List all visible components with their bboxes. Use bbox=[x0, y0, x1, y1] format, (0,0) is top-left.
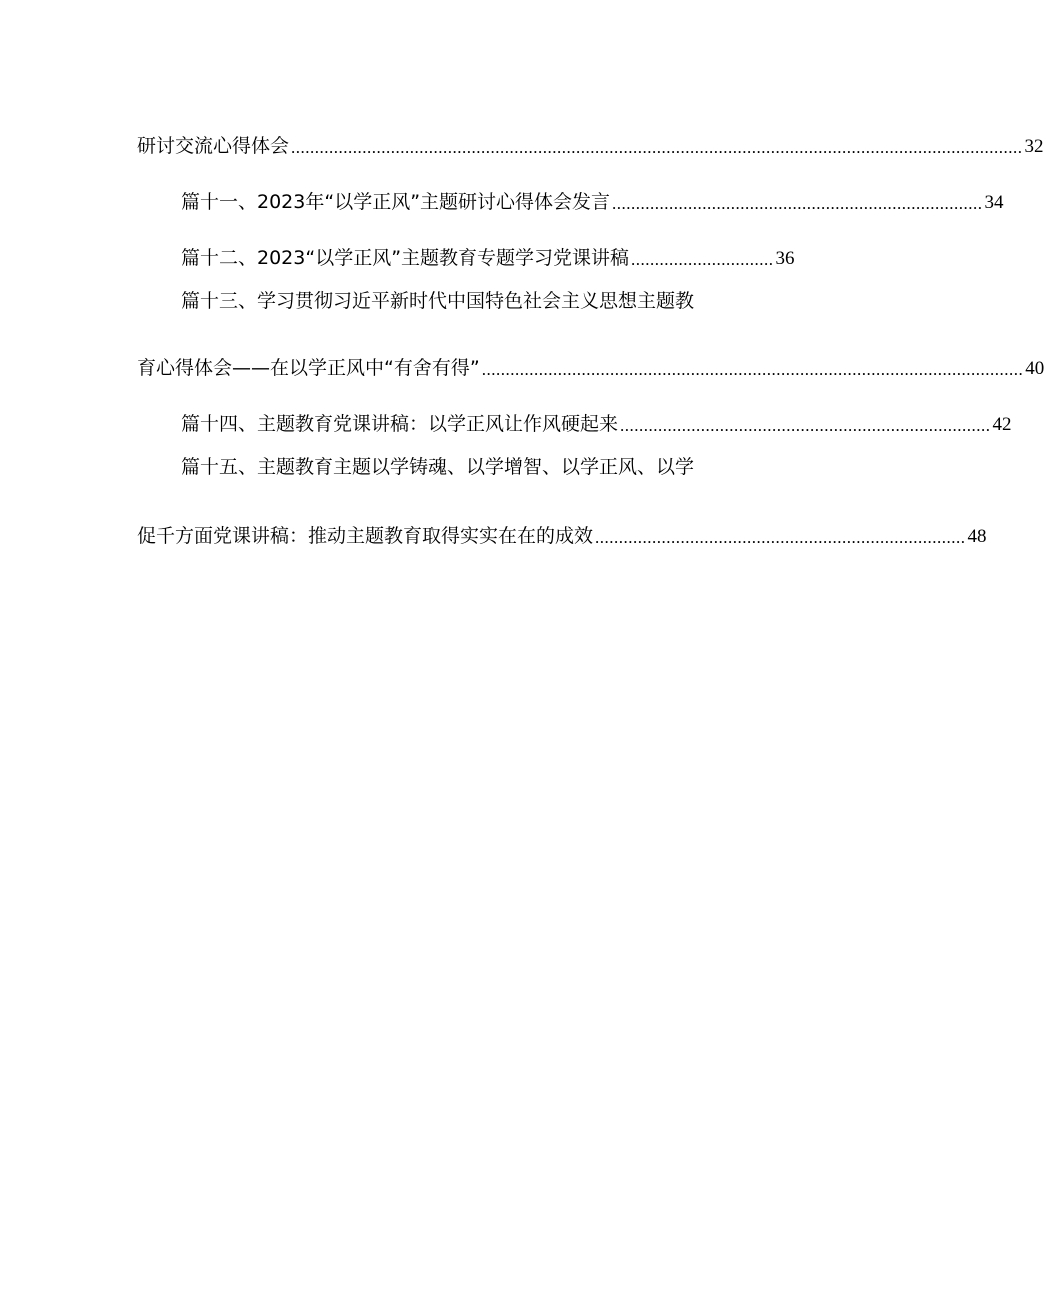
toc-entry-first-line[interactable] bbox=[181, 458, 741, 490]
toc-entry[interactable] bbox=[181, 402, 1012, 435]
toc-entry-title: 研讨交流心得体会 bbox=[137, 135, 290, 157]
toc-entry[interactable] bbox=[181, 180, 1004, 213]
dot-leader: .............................. bbox=[631, 250, 774, 269]
dot-leader: .......................................................................................................................................................... bbox=[291, 138, 1023, 157]
toc-entry-title: 篇十二、2023“以学正风”主题教育专题学习党课讲稿 bbox=[181, 247, 630, 269]
toc-entry-page: 36 bbox=[775, 248, 795, 269]
toc-entry-page: 40 bbox=[1025, 358, 1044, 379]
toc-entry-first-line[interactable] bbox=[181, 292, 741, 324]
toc-entry[interactable] bbox=[181, 236, 795, 269]
toc-entry-title: 篇十三、学习贯彻习近平新时代中国特色社会主义思想主题教 bbox=[181, 290, 695, 312]
toc-entry[interactable] bbox=[137, 124, 1044, 157]
toc-entry-page: 48 bbox=[967, 526, 987, 547]
toc-entry-page: 42 bbox=[992, 414, 1012, 435]
toc-entry-title: 篇十四、主题教育党课讲稿：以学正风让作风硬起来 bbox=[181, 413, 619, 435]
dot-leader: .............................................................................. bbox=[612, 194, 983, 213]
toc-entry-title-cont: 育心得体会——在以学正风中“有舍有得” bbox=[137, 357, 480, 379]
toc-entry-continuation[interactable] bbox=[137, 514, 987, 547]
dot-leader: .............................................................................. bbox=[620, 416, 991, 435]
toc-entry-page: 32 bbox=[1024, 136, 1044, 157]
toc-entry-page: 34 bbox=[984, 192, 1004, 213]
toc-entry-continuation[interactable] bbox=[137, 346, 1044, 379]
dot-leader: .................................................................................................................. bbox=[481, 360, 1024, 379]
toc-entry-title-cont: 促千方面党课讲稿：推动主题教育取得实实在在的成效 bbox=[137, 525, 594, 547]
toc-entry-title: 篇十五、主题教育主题以学铸魂、以学增智、以学正风、以学 bbox=[181, 456, 695, 478]
toc-entry-title: 篇十一、2023年“以学正风”主题研讨心得体会发言 bbox=[181, 191, 611, 213]
dot-leader: .............................................................................. bbox=[595, 528, 966, 547]
